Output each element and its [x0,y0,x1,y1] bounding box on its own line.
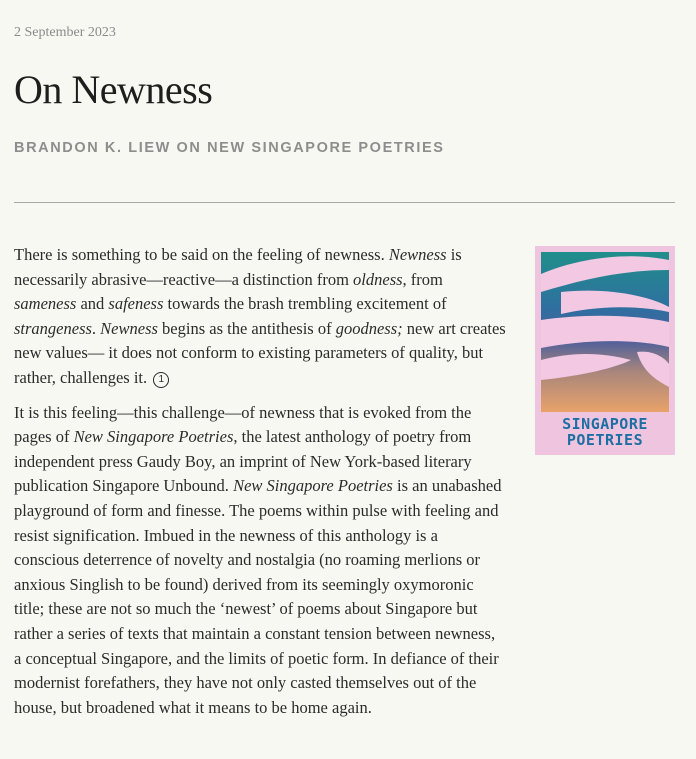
divider [14,202,675,203]
article-title: On Newness [14,67,213,112]
cover-title-line-1: SINGAPORE [562,415,648,433]
article-date: 2 September 2023 [14,25,116,40]
cover-title-line-2: POETRIES [566,431,644,449]
article-body [14,243,506,730]
article-subtitle: BRANDON K. LIEW ON NEW SINGAPORE POETRIES [14,140,445,156]
footnote-marker[interactable]: 1 [153,372,169,388]
cover-title [541,416,669,448]
cover-shapes [541,252,669,412]
book-cover[interactable] [535,246,675,455]
paragraph-2: It is this feeling—this challenge—of newness that is evoked from the pages of New Singapore Poetries, the latest anthology of poetry from independent press Gaudy Boy, an imprint of New York-based literary publication Singapore Unbound. New Singapore Poetries is an unabashed playground of form and finesse. The poems within pulse with feeling and resist signification. Imbued in the newness of this anthology is a conscious deterrence of novelty and nostalgia (no roaming merlions or anxious Singlish to be found) derived from its seemingly oxymoronic title; these are not so much the ‘newest’ of poems about Singapore but rather a series of texts that maintain a constant tension between newness, a conceptual Singapore, and the limits of poetic form. In defiance of their modernist forefathers, they have not only casted themselves out of the house, but broadened what it means to be home again. [14,402,502,717]
book-cover-art [541,252,669,412]
paragraph-1: There is something to be said on the feeling of newness. Newness is necessarily abrasive—reactive—a distinction from oldness, from sameness and safeness towards the brash trembling excitement of strangeness. Newness begins as the antithesis of goodness; new art creates new values— it does not conform to existing parameters of quality, but rather, challenges it. 1 [14,245,506,387]
